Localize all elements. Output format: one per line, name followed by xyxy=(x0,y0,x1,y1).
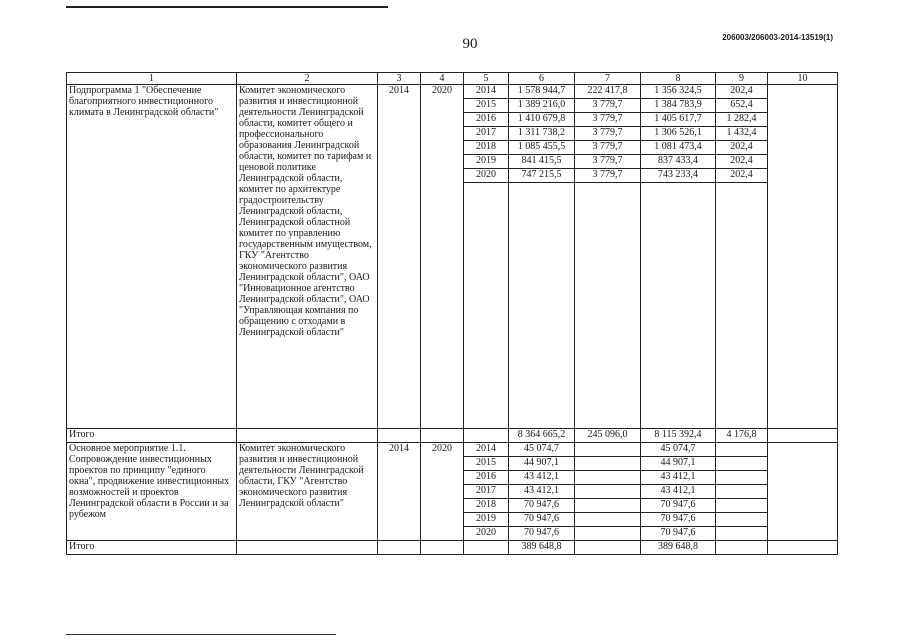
empty-cell xyxy=(378,429,421,443)
total-value: 389 648,8 xyxy=(641,541,716,555)
empty-cell xyxy=(716,541,768,555)
value-cell: 743 233,4 xyxy=(641,169,716,183)
empty-cell xyxy=(464,429,509,443)
total-label: Итого xyxy=(67,541,237,555)
empty-cell xyxy=(237,429,378,443)
value-cell: 202,4 xyxy=(716,155,768,169)
value-cell: 43 412,1 xyxy=(509,471,575,485)
empty-cell xyxy=(237,541,378,555)
value-cell: 70 947,6 xyxy=(509,527,575,541)
value-cell: 45 074,7 xyxy=(509,443,575,457)
value-cell: 652,4 xyxy=(716,99,768,113)
year-cell: 2017 xyxy=(464,485,509,499)
end-year: 2020 xyxy=(421,443,464,541)
value-cell: 841 415,5 xyxy=(509,155,575,169)
document-id: 206003/206003-2014-13519(1) xyxy=(722,33,833,42)
value-cell: 3 779,7 xyxy=(575,169,641,183)
year-cell: 2016 xyxy=(464,113,509,127)
empty-cell xyxy=(575,443,641,457)
value-cell: 222 417,8 xyxy=(575,85,641,99)
year-cell: 2017 xyxy=(464,127,509,141)
empty-cell xyxy=(575,513,641,527)
value-cell: 747 215,5 xyxy=(509,169,575,183)
value-cell: 1 081 473,4 xyxy=(641,141,716,155)
empty-cell xyxy=(716,457,768,471)
year-cell: 2019 xyxy=(464,513,509,527)
table-row xyxy=(67,85,838,99)
col-header: 7 xyxy=(575,73,641,85)
value-cell: 70 947,6 xyxy=(641,513,716,527)
value-cell: 1 311 738,2 xyxy=(509,127,575,141)
total-value: 4 176,8 xyxy=(716,429,768,443)
empty-cell xyxy=(509,183,575,429)
start-year: 2014 xyxy=(378,85,421,429)
value-cell: 1 389 216,0 xyxy=(509,99,575,113)
empty-cell xyxy=(575,527,641,541)
year-cell: 2014 xyxy=(464,85,509,99)
bottom-rule xyxy=(66,634,336,635)
empty-cell xyxy=(716,443,768,457)
empty-cell xyxy=(464,183,509,429)
empty-cell xyxy=(716,527,768,541)
value-cell: 1 282,4 xyxy=(716,113,768,127)
value-cell: 70 947,6 xyxy=(641,527,716,541)
empty-cell xyxy=(421,541,464,555)
end-year: 2020 xyxy=(421,85,464,429)
value-cell: 1 306 526,1 xyxy=(641,127,716,141)
empty-cell xyxy=(575,485,641,499)
total-value: 8 115 392,4 xyxy=(641,429,716,443)
empty-cell xyxy=(716,471,768,485)
value-cell: 43 412,1 xyxy=(509,485,575,499)
executor-list: Комитет экономического развития и инвестиционной деятельности Ленинградской области, комитет общего и профессионального образования Ленинградской области, комитет по тарифам и ценовой политике Ленинградской области, комитет по архитектуре градостроительству Ленинградской области, Ленинградской областной комитет по управлению государственным имуществом, ГКУ "Агентство экономического развития Ленинградской области", ОАО "Инновационное агентство Ленинградской области", ОАО "Управляющая компания по обращению с отходами в Ленинградской области" xyxy=(237,85,378,429)
value-cell: 3 779,7 xyxy=(575,155,641,169)
total-value: 245 096,0 xyxy=(575,429,641,443)
year-cell: 2015 xyxy=(464,99,509,113)
value-cell: 43 412,1 xyxy=(641,485,716,499)
col-header: 9 xyxy=(716,73,768,85)
header-row xyxy=(67,73,838,85)
table-row xyxy=(67,443,838,457)
empty-cell xyxy=(716,499,768,513)
year-cell: 2016 xyxy=(464,471,509,485)
total-row xyxy=(67,541,838,555)
empty-cell xyxy=(768,443,838,541)
empty-cell xyxy=(378,541,421,555)
value-cell: 3 779,7 xyxy=(575,99,641,113)
value-cell: 43 412,1 xyxy=(641,471,716,485)
total-value: 389 648,8 xyxy=(509,541,575,555)
value-cell: 44 907,1 xyxy=(641,457,716,471)
empty-cell xyxy=(641,183,716,429)
value-cell: 70 947,6 xyxy=(509,513,575,527)
empty-cell xyxy=(575,499,641,513)
value-cell: 1 085 455,5 xyxy=(509,141,575,155)
page-number: 90 xyxy=(462,36,478,52)
value-cell: 3 779,7 xyxy=(575,113,641,127)
empty-cell xyxy=(716,513,768,527)
col-header: 5 xyxy=(464,73,509,85)
value-cell: 45 074,7 xyxy=(641,443,716,457)
empty-cell xyxy=(768,85,838,429)
empty-cell xyxy=(575,471,641,485)
col-header: 1 xyxy=(67,73,237,85)
year-cell: 2019 xyxy=(464,155,509,169)
value-cell: 3 779,7 xyxy=(575,141,641,155)
budget-table xyxy=(66,72,838,555)
col-header: 10 xyxy=(768,73,838,85)
col-header: 3 xyxy=(378,73,421,85)
empty-cell xyxy=(575,541,641,555)
value-cell: 202,4 xyxy=(716,141,768,155)
year-cell: 2014 xyxy=(464,443,509,457)
col-header: 4 xyxy=(421,73,464,85)
start-year: 2014 xyxy=(378,443,421,541)
empty-cell xyxy=(575,183,641,429)
value-cell: 44 907,1 xyxy=(509,457,575,471)
col-header: 6 xyxy=(509,73,575,85)
value-cell: 837 433,4 xyxy=(641,155,716,169)
col-header: 2 xyxy=(237,73,378,85)
empty-cell xyxy=(575,457,641,471)
empty-cell xyxy=(716,183,768,429)
value-cell: 1 405 617,7 xyxy=(641,113,716,127)
top-rule xyxy=(66,6,388,8)
executor-list: Комитет экономического развития и инвестиционной деятельности Ленинградской области, ГКУ "Агентство экономического развития Ленинградской области" xyxy=(237,443,378,541)
year-cell: 2020 xyxy=(464,527,509,541)
value-cell: 70 947,6 xyxy=(641,499,716,513)
total-value: 8 364 665,2 xyxy=(509,429,575,443)
value-cell: 1 432,4 xyxy=(716,127,768,141)
value-cell: 70 947,6 xyxy=(509,499,575,513)
col-header: 8 xyxy=(641,73,716,85)
year-cell: 2020 xyxy=(464,169,509,183)
total-row xyxy=(67,429,838,443)
empty-cell xyxy=(768,541,838,555)
value-cell: 1 356 324,5 xyxy=(641,85,716,99)
value-cell: 1 410 679,8 xyxy=(509,113,575,127)
value-cell: 1 384 783,9 xyxy=(641,99,716,113)
empty-cell xyxy=(421,429,464,443)
year-cell: 2018 xyxy=(464,499,509,513)
empty-cell xyxy=(768,429,838,443)
empty-cell xyxy=(716,485,768,499)
total-label: Итого xyxy=(67,429,237,443)
program-name: Подпрограмма 1 "Обеспечение благоприятного инвестиционного климата в Ленинградской области" xyxy=(67,85,237,429)
value-cell: 3 779,7 xyxy=(575,127,641,141)
empty-cell xyxy=(464,541,509,555)
value-cell: 202,4 xyxy=(716,169,768,183)
value-cell: 202,4 xyxy=(716,85,768,99)
year-cell: 2018 xyxy=(464,141,509,155)
activity-name: Основное мероприятие 1.1. Сопровождение инвестиционных проектов по принципу "единого окна", продвижение инвестиционных возможностей и проектов Ленинградской области в России и за рубежом xyxy=(67,443,237,541)
value-cell: 1 578 944,7 xyxy=(509,85,575,99)
year-cell: 2015 xyxy=(464,457,509,471)
